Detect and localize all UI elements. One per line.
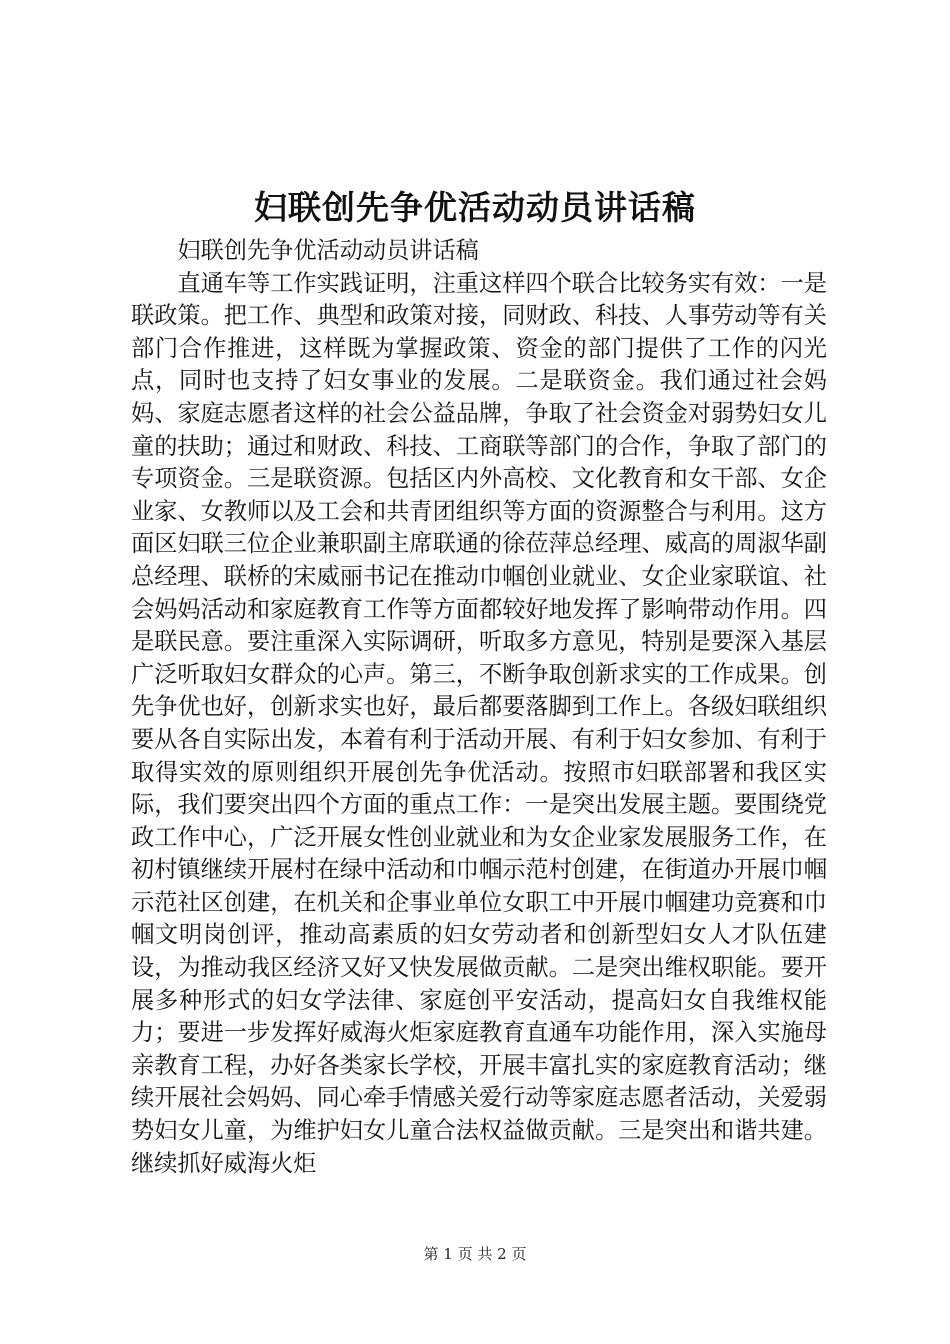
body-paragraph: 直通车等工作实践证明，注重这样四个联合比较务实有效：一是联政策。把工作、典型和政策对接，同财政、科技、人事劳动等有关部门合作推进，这样既为掌握政策、资金的部门提供了工作的闪光点，同时也支持了妇女事业的发展。二是联资金。我们通过社会妈妈、家庭志愿者这样的社会公益品牌，争取了社会资金对弱势妇女儿童的扶助；通过和财政、科技、工商联等部门的合作，争取了部门的专项资金。三是联资源。包括区内外高校、文化教育和女干部、女企业家、女教师以及工会和共青团组织等方面的资源整合与利用。这方面区妇联三位企业兼职副主席联通的徐莅萍总经理、威高的周淑华副总经理、联桥的宋威丽书记在推动巾帼创业就业、女企业家联谊、社会妈妈活动和家庭教育工作等方面都较好地发挥了影响带动作用。四是联民意。要注重深入实际调研，听取多方意见，特别是要深入基层广泛听取妇女群众的心声。第三，不断争取创新求实的工作成果。创先争优也好，创新求实也好，最后都要落脚到工作上。各级妇联组织要从各自实际出发，本着有利于活动开展、有利于妇女参加、有利于取得实效的原则组织开展创先争优活动。按照市妇联部署和我区实际，我们要突出四个方面的重点工作：一是突出发展主题。要围绕党政工作中心，广泛开展女性创业就业和为女企业家发展服务工作，在初村镇继续开展村在绿中活动和巾帼示范村创建，在街道办开展巾帼示范社区创建，在机关和企事业单位女职工中开展巾帼建功竞赛和巾帼文明岗创评，推动高素质的妇女劳动者和创新型妇女人才队伍建设，为推动我区经济又好又快发展做贡献。二是突出维权职能。要开展多种形式的妇女学法律、家庭创平安活动，提高妇女自我维权能力；要进一步发挥好威海火炬家庭教育直通车功能作用，深入实施母亲教育工程，办好各类家长学校，开展丰富扎实的家庭教育活动；继续开展社会妈妈、同心牵手情感关爱行动等家庭志愿者活动，关爱弱势妇女儿童，为维护妇女儿童合法权益做贡献。三是突出和谐共建。继续抓好威海火炬 — [131, 269, 827, 1177]
page-number-footer: 第 1 页 共 2 页 — [423, 1245, 527, 1263]
document-body — [131, 235, 827, 1180]
subtitle-paragraph: 妇联创先争优活动动员讲话稿 — [177, 237, 479, 264]
document-title: 妇联创先争优活动动员讲话稿 — [254, 188, 696, 227]
